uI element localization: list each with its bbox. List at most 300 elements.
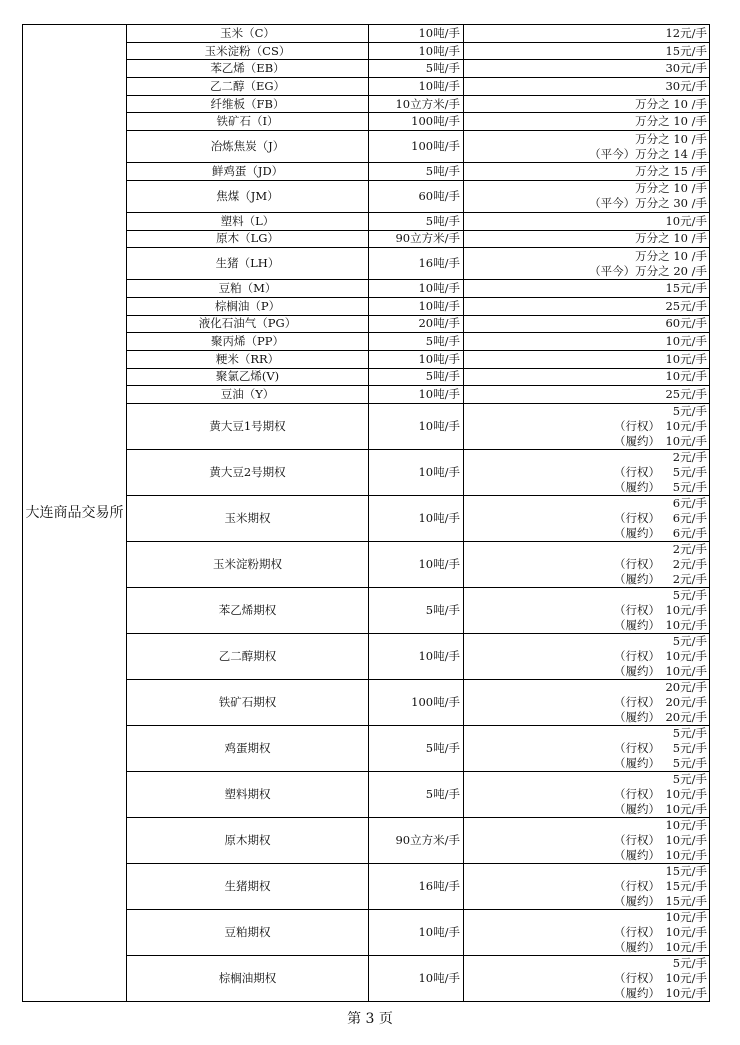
fee-qualifier: （履约） xyxy=(614,848,660,862)
table-row xyxy=(23,542,710,588)
product-name: 玉米期权 xyxy=(127,496,369,542)
fee-cell xyxy=(464,588,710,634)
fee-cell xyxy=(464,726,710,772)
fee-value: 10元/手 xyxy=(665,818,707,832)
table-row xyxy=(23,212,710,230)
table-row xyxy=(23,726,710,772)
trading-unit: 10吨/手 xyxy=(369,956,464,1002)
fee-qualifier: （履约） xyxy=(614,434,660,448)
fee-line xyxy=(464,132,707,147)
table-row xyxy=(23,280,710,298)
fee-cell xyxy=(464,542,710,588)
fee-qualifier xyxy=(464,334,665,349)
product-name: 苯乙烯期权 xyxy=(127,588,369,634)
table-row xyxy=(23,60,710,78)
product-name: 原木期权 xyxy=(127,818,369,864)
table-row xyxy=(23,588,710,634)
fee-line xyxy=(464,925,707,940)
fee-line xyxy=(464,114,707,129)
fee-value: 10元/手 xyxy=(665,419,707,433)
fee-line xyxy=(464,940,707,955)
table-row xyxy=(23,297,710,315)
fee-line xyxy=(464,557,707,572)
fee-value: 5元/手 xyxy=(672,480,707,494)
table-row xyxy=(23,956,710,1002)
fee-value: 万分之 10 /手 xyxy=(635,131,707,146)
fee-value: 30元/手 xyxy=(665,78,707,93)
fee-qualifier: （履约） xyxy=(614,618,660,632)
fee-table xyxy=(22,24,710,1002)
product-name: 原木（LG） xyxy=(127,230,369,248)
fee-line xyxy=(464,404,707,419)
fee-qualifier: （行权） xyxy=(614,465,660,479)
fee-line xyxy=(464,316,707,331)
fee-value: 25元/手 xyxy=(665,387,707,402)
fee-value: 15元/手 xyxy=(665,43,707,58)
product-name: 鸡蛋期权 xyxy=(127,726,369,772)
fee-value: 万分之 15 /手 xyxy=(635,163,707,178)
fee-cell xyxy=(464,634,710,680)
fee-qualifier: （履约） xyxy=(614,894,660,908)
fee-qualifier: （履约） xyxy=(614,986,660,1000)
fee-cell xyxy=(464,78,710,96)
fee-value: 万分之 20 /手 xyxy=(635,263,707,278)
table-row xyxy=(23,315,710,333)
fee-cell xyxy=(464,25,710,43)
fee-qualifier: （行权） xyxy=(614,971,660,985)
fee-cell xyxy=(464,450,710,496)
trading-unit: 10吨/手 xyxy=(369,42,464,60)
fee-line xyxy=(464,879,707,894)
fee-qualifier: （行权） xyxy=(614,557,660,571)
fee-line xyxy=(464,818,707,833)
trading-unit: 10吨/手 xyxy=(369,280,464,298)
fee-cell xyxy=(464,956,710,1002)
fee-line xyxy=(464,181,707,196)
fee-qualifier xyxy=(464,772,660,787)
trading-unit: 90立方米/手 xyxy=(369,230,464,248)
product-name: 棕榈油（P） xyxy=(127,297,369,315)
fee-value: 6元/手 xyxy=(672,526,707,540)
fee-value: 15元/手 xyxy=(665,879,707,893)
fee-qualifier xyxy=(464,26,665,41)
table-row xyxy=(23,634,710,680)
fee-cell xyxy=(464,386,710,404)
fee-qualifier xyxy=(464,910,660,925)
product-name: 豆油（Y） xyxy=(127,386,369,404)
product-name: 铁矿石期权 xyxy=(127,680,369,726)
fee-qualifier xyxy=(464,818,660,833)
fee-value: 10元/手 xyxy=(665,603,707,617)
fee-line xyxy=(464,79,707,94)
table-row xyxy=(23,42,710,60)
fee-value: 10元/手 xyxy=(665,986,707,1000)
table-row xyxy=(23,350,710,368)
fee-line xyxy=(464,588,707,603)
fee-value: 6元/手 xyxy=(672,496,707,510)
fee-value: 万分之 10 /手 xyxy=(635,248,707,263)
trading-unit: 5吨/手 xyxy=(369,212,464,230)
fee-line xyxy=(464,695,707,710)
fee-value: 12元/手 xyxy=(665,25,707,40)
fee-value: 20元/手 xyxy=(665,710,707,724)
fee-line xyxy=(464,164,707,179)
trading-unit: 10吨/手 xyxy=(369,634,464,680)
fee-line xyxy=(464,419,707,434)
fee-qualifier xyxy=(464,496,660,511)
fee-qualifier xyxy=(464,299,665,314)
trading-unit: 5吨/手 xyxy=(369,60,464,78)
fee-cell xyxy=(464,333,710,351)
fee-line xyxy=(464,352,707,367)
fee-line xyxy=(464,281,707,296)
trading-unit: 100吨/手 xyxy=(369,680,464,726)
fee-qualifier xyxy=(464,634,660,649)
product-name: 生猪期权 xyxy=(127,864,369,910)
fee-qualifier: （履约） xyxy=(614,940,660,954)
fee-value: 5元/手 xyxy=(672,741,707,755)
product-name: 乙二醇期权 xyxy=(127,634,369,680)
fee-value: 10元/手 xyxy=(665,802,707,816)
fee-value: 万分之 10 /手 xyxy=(635,181,707,196)
fee-line xyxy=(464,680,707,695)
table-row xyxy=(23,450,710,496)
product-name: 玉米（C） xyxy=(127,25,369,43)
trading-unit: 10吨/手 xyxy=(369,910,464,956)
product-name: 液化石油气（PG） xyxy=(127,315,369,333)
fee-qualifier: （行权） xyxy=(614,879,660,893)
product-name: 焦煤（JM） xyxy=(127,180,369,212)
fee-cell xyxy=(464,280,710,298)
trading-unit: 10吨/手 xyxy=(369,386,464,404)
trading-unit: 20吨/手 xyxy=(369,315,464,333)
trading-unit: 90立方米/手 xyxy=(369,818,464,864)
fee-qualifier xyxy=(464,680,660,695)
product-name: 铁矿石（I） xyxy=(127,113,369,131)
fee-line xyxy=(464,910,707,925)
fee-value: 25元/手 xyxy=(665,298,707,313)
trading-unit: 10吨/手 xyxy=(369,350,464,368)
fee-value: 10元/手 xyxy=(665,971,707,985)
trading-unit: 10吨/手 xyxy=(369,496,464,542)
fee-cell xyxy=(464,95,710,113)
fee-cell xyxy=(464,230,710,248)
fee-value: 15元/手 xyxy=(665,281,707,296)
table-row xyxy=(23,113,710,131)
fee-value: 30元/手 xyxy=(665,61,707,76)
fee-cell xyxy=(464,818,710,864)
fee-value: 10元/手 xyxy=(665,369,707,384)
fee-qualifier: （履约） xyxy=(614,526,660,540)
fee-qualifier xyxy=(464,369,665,384)
table-row xyxy=(23,386,710,404)
fee-line xyxy=(464,214,707,229)
fee-line xyxy=(464,26,707,41)
fee-qualifier: （行权） xyxy=(614,695,660,709)
fee-cell xyxy=(464,680,710,726)
fee-line xyxy=(464,618,707,633)
fee-line xyxy=(464,756,707,771)
product-name: 聚氯乙烯(V) xyxy=(127,368,369,386)
product-name: 粳米（RR） xyxy=(127,350,369,368)
fee-line xyxy=(464,772,707,787)
product-name: 豆粕（M） xyxy=(127,280,369,298)
trading-unit: 100吨/手 xyxy=(369,113,464,131)
fee-qualifier: （行权） xyxy=(614,649,660,663)
fee-value: 5元/手 xyxy=(672,956,707,970)
fee-value: 2元/手 xyxy=(672,572,707,586)
table-row xyxy=(23,95,710,113)
fee-cell xyxy=(464,212,710,230)
trading-unit: 10立方米/手 xyxy=(369,95,464,113)
trading-unit: 5吨/手 xyxy=(369,588,464,634)
table-row xyxy=(23,404,710,450)
fee-line xyxy=(464,802,707,817)
table-row xyxy=(23,333,710,351)
fee-line xyxy=(464,572,707,587)
fee-line xyxy=(464,649,707,664)
fee-qualifier: （履约） xyxy=(614,756,660,770)
fee-qualifier xyxy=(464,352,665,367)
fee-value: 10元/手 xyxy=(665,940,707,954)
page-number: 第 3 页 xyxy=(347,1011,393,1027)
fee-line xyxy=(464,710,707,725)
fee-cell xyxy=(464,404,710,450)
product-name: 玉米淀粉期权 xyxy=(127,542,369,588)
fee-value: 10元/手 xyxy=(665,334,707,349)
trading-unit: 60吨/手 xyxy=(369,180,464,212)
fee-line xyxy=(464,664,707,679)
fee-value: 万分之 14 /手 xyxy=(635,146,707,161)
fee-qualifier: （行权） xyxy=(614,511,660,525)
fee-line xyxy=(464,603,707,618)
fee-qualifier: （行权） xyxy=(614,787,660,801)
fee-qualifier xyxy=(464,316,665,331)
fee-value: 15元/手 xyxy=(665,894,707,908)
fee-value: 20元/手 xyxy=(665,695,707,709)
fee-cell xyxy=(464,113,710,131)
fee-line xyxy=(464,496,707,511)
table-row xyxy=(23,248,710,280)
fee-qualifier: （行权） xyxy=(614,925,660,939)
fee-qualifier xyxy=(464,864,660,879)
fee-qualifier: （履约） xyxy=(614,480,660,494)
product-name: 纤维板（FB） xyxy=(127,95,369,113)
fee-line xyxy=(464,833,707,848)
fee-qualifier: （行权） xyxy=(614,741,660,755)
fee-value: 2元/手 xyxy=(672,557,707,571)
trading-unit: 5吨/手 xyxy=(369,772,464,818)
table-row xyxy=(23,368,710,386)
table-row xyxy=(23,496,710,542)
fee-qualifier xyxy=(464,726,660,741)
fee-line xyxy=(464,848,707,863)
product-name: 黄大豆2号期权 xyxy=(127,450,369,496)
fee-line xyxy=(464,44,707,59)
fee-cell xyxy=(464,496,710,542)
fee-value: 5元/手 xyxy=(672,772,707,786)
fee-value: 10元/手 xyxy=(665,351,707,366)
fee-value: 10元/手 xyxy=(665,925,707,939)
fee-qualifier xyxy=(464,61,665,76)
fee-line xyxy=(464,249,707,264)
fee-qualifier xyxy=(464,956,660,971)
fee-value: 5元/手 xyxy=(672,634,707,648)
fee-value: 万分之 10 /手 xyxy=(635,231,707,246)
trading-unit: 10吨/手 xyxy=(369,78,464,96)
fee-line xyxy=(464,299,707,314)
fee-line xyxy=(464,894,707,909)
fee-line xyxy=(464,787,707,802)
fee-value: 15元/手 xyxy=(665,864,707,878)
fee-line xyxy=(464,465,707,480)
product-name: 聚丙烯（PP） xyxy=(127,333,369,351)
fee-line xyxy=(464,741,707,756)
fee-cell xyxy=(464,368,710,386)
fee-line xyxy=(464,480,707,495)
trading-unit: 5吨/手 xyxy=(369,333,464,351)
fee-qualifier xyxy=(464,588,660,603)
table-row xyxy=(23,163,710,181)
fee-value: 10元/手 xyxy=(665,649,707,663)
fee-value: 10元/手 xyxy=(665,910,707,924)
fee-cell xyxy=(464,315,710,333)
table-row xyxy=(23,864,710,910)
product-name: 塑料期权 xyxy=(127,772,369,818)
fee-line xyxy=(464,369,707,384)
fee-value: 5元/手 xyxy=(672,465,707,479)
trading-unit: 10吨/手 xyxy=(369,297,464,315)
fee-qualifier: （平今） xyxy=(589,263,636,278)
fee-line xyxy=(464,196,707,211)
fee-qualifier: （履约） xyxy=(614,664,660,678)
trading-unit: 10吨/手 xyxy=(369,25,464,43)
product-name: 生猪（LH） xyxy=(127,248,369,280)
fee-cell xyxy=(464,60,710,78)
fee-qualifier: （履约） xyxy=(614,802,660,816)
table-row xyxy=(23,772,710,818)
fee-cell xyxy=(464,772,710,818)
fee-qualifier xyxy=(464,542,660,557)
fee-value: 2元/手 xyxy=(672,542,707,556)
fee-value: 万分之 30 /手 xyxy=(635,196,707,211)
fee-line xyxy=(464,450,707,465)
fee-line xyxy=(464,956,707,971)
fee-value: 5元/手 xyxy=(672,756,707,770)
fee-line xyxy=(464,526,707,541)
fee-value: 10元/手 xyxy=(665,848,707,862)
fee-line xyxy=(464,634,707,649)
fee-qualifier xyxy=(464,387,665,402)
product-name: 棕榈油期权 xyxy=(127,956,369,1002)
fee-line xyxy=(464,726,707,741)
fee-qualifier xyxy=(464,44,665,59)
fee-qualifier xyxy=(464,214,665,229)
fee-cell xyxy=(464,297,710,315)
fee-qualifier: （平今） xyxy=(589,196,636,211)
fee-cell xyxy=(464,42,710,60)
fee-value: 60元/手 xyxy=(665,316,707,331)
trading-unit: 16吨/手 xyxy=(369,864,464,910)
fee-line xyxy=(464,61,707,76)
fee-line xyxy=(464,147,707,162)
fee-cell xyxy=(464,864,710,910)
table-row xyxy=(23,910,710,956)
fee-cell xyxy=(464,180,710,212)
product-name: 豆粕期权 xyxy=(127,910,369,956)
fee-line xyxy=(464,864,707,879)
product-name: 苯乙烯（EB） xyxy=(127,60,369,78)
fee-qualifier xyxy=(464,450,660,465)
fee-cell xyxy=(464,350,710,368)
table-row xyxy=(23,680,710,726)
fee-qualifier: （平今） xyxy=(589,146,636,161)
table-row xyxy=(23,818,710,864)
fee-line xyxy=(464,97,707,112)
fee-line xyxy=(464,542,707,557)
trading-unit: 100吨/手 xyxy=(369,131,464,163)
fee-value: 6元/手 xyxy=(672,511,707,525)
trading-unit: 5吨/手 xyxy=(369,726,464,772)
fee-value: 10元/手 xyxy=(665,787,707,801)
product-name: 乙二醇（EG） xyxy=(127,78,369,96)
product-name: 冶炼焦炭（J） xyxy=(127,131,369,163)
trading-unit: 16吨/手 xyxy=(369,248,464,280)
trading-unit: 5吨/手 xyxy=(369,368,464,386)
table-row xyxy=(23,25,710,43)
fee-value: 20元/手 xyxy=(665,680,707,694)
fee-line xyxy=(464,971,707,986)
fee-qualifier xyxy=(464,79,665,94)
fee-value: 10元/手 xyxy=(665,664,707,678)
fee-line xyxy=(464,334,707,349)
fee-value: 2元/手 xyxy=(672,450,707,464)
fee-value: 10元/手 xyxy=(665,213,707,228)
table-row xyxy=(23,131,710,163)
fee-qualifier: （履约） xyxy=(614,572,660,586)
fee-cell xyxy=(464,131,710,163)
table-row xyxy=(23,78,710,96)
product-name: 玉米淀粉（CS） xyxy=(127,42,369,60)
fee-value: 10元/手 xyxy=(665,833,707,847)
fee-line xyxy=(464,986,707,1001)
fee-line xyxy=(464,231,707,246)
fee-qualifier: （行权） xyxy=(614,833,660,847)
trading-unit: 10吨/手 xyxy=(369,404,464,450)
fee-value: 10元/手 xyxy=(665,434,707,448)
fee-value: 5元/手 xyxy=(672,404,707,418)
fee-cell xyxy=(464,910,710,956)
product-name: 黄大豆1号期权 xyxy=(127,404,369,450)
fee-value: 10元/手 xyxy=(665,618,707,632)
fee-value: 5元/手 xyxy=(672,588,707,602)
product-name: 塑料（L） xyxy=(127,212,369,230)
fee-cell xyxy=(464,248,710,280)
fee-qualifier xyxy=(464,404,660,419)
product-name: 鲜鸡蛋（JD） xyxy=(127,163,369,181)
fee-qualifier: （履约） xyxy=(614,710,660,724)
table-row xyxy=(23,180,710,212)
trading-unit: 10吨/手 xyxy=(369,450,464,496)
fee-line xyxy=(464,264,707,279)
fee-value: 5元/手 xyxy=(672,726,707,740)
fee-qualifier: （行权） xyxy=(614,603,660,617)
fee-line xyxy=(464,387,707,402)
fee-line xyxy=(464,511,707,526)
fee-value: 万分之 10 /手 xyxy=(635,114,707,129)
table-row xyxy=(23,230,710,248)
fee-qualifier xyxy=(464,281,665,296)
